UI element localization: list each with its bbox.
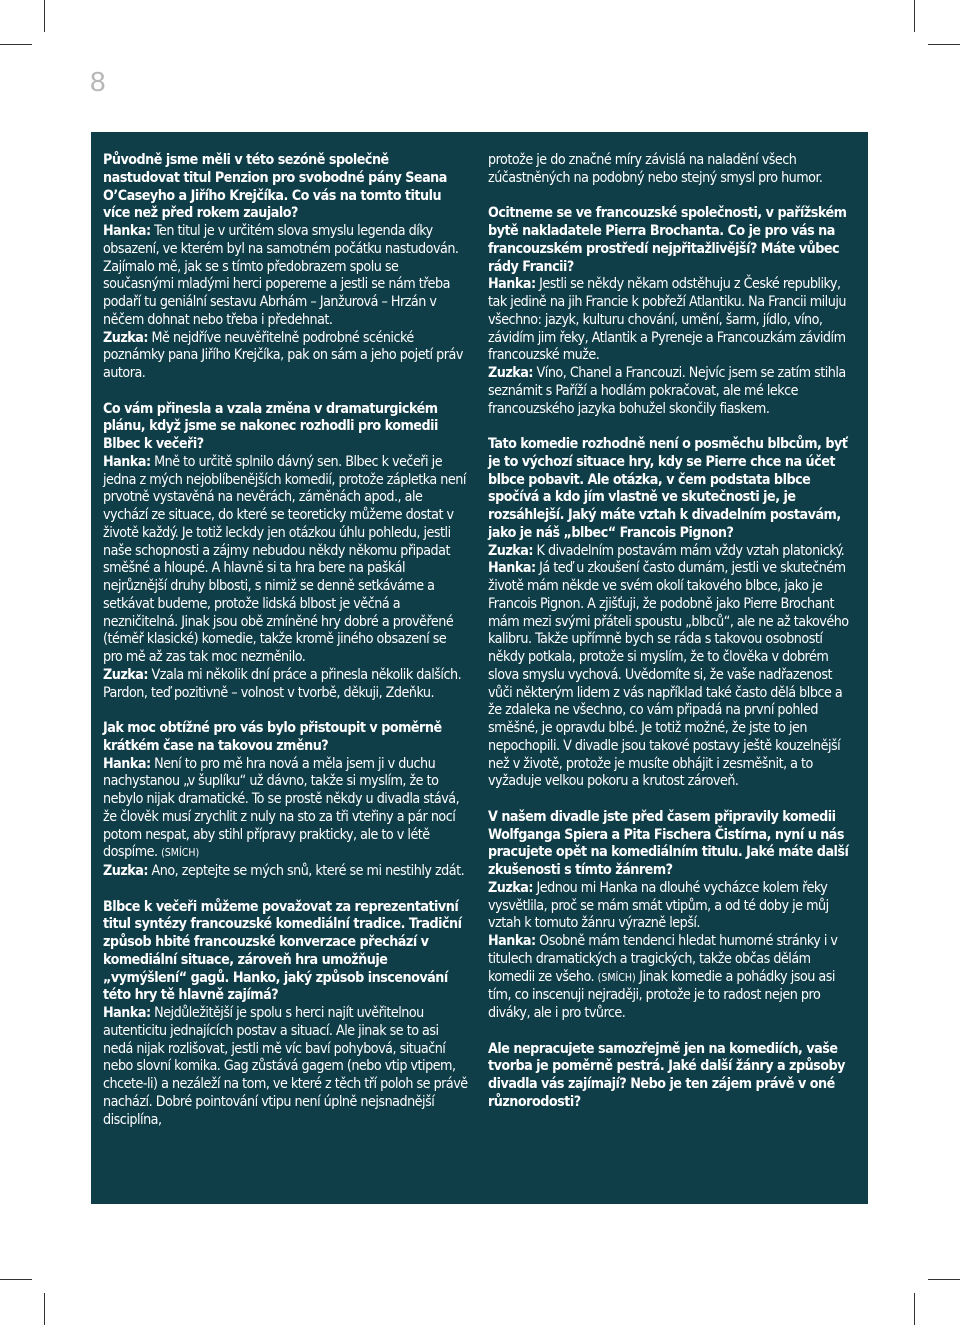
crop-mark [44,0,45,32]
speaker-label: Zuzka: [488,542,533,559]
interview-block [488,436,858,791]
question-text: Co vám přinesla a vzala změna v dramaturgickém plánu, když jsme se nakonec rozhodli pro komedii Blbec k večeři? [103,400,438,452]
crop-mark [0,1279,32,1280]
interview-block [488,809,858,1023]
answer-text: Mně to určitě splnilo dávný sen. Blbec k večeři je jedna z mých nejoblíbenějších komedií, protože zápletka není prvotně vystavěná na nevěrách, záměnách apod., ale vychází ze situace, do které se teoreticky můžeme dostat v životě každý. Je totiž leckdy jen otázkou úhlu pohledu, jestli naše schopnosti a zájmy nebudou někdy někomu připadat směšné a hloupé. A hlavně si ta hra bere na paškál nejrůznější druhy blbosti, s nimiž se denně setkáváme a setkávat budeme, protože lidská blbost je věčná a nezničitelná. Jinak jsou obě zmíněné hry dobré a prověřené (téměř klasické) komedie, takže kromě jiného obsazení se pro mě až zas tak moc nezměnilo. [103,453,466,665]
interview-block [103,720,469,881]
interview-block [488,205,858,418]
answer-text: Já teď u zkoušení často dumám, jestli ve skutečném životě mám někde ve svém okolí takového blbce, jako je Francois Pignon. A zjišťuji, že podobně jako Pierre Brochant mám mezi svými přáteli spoustu „blbců“, ale ne až takového kalibru. Takže upřímně bych se ráda s takovou osobností někdy potkala, protože si myslím, že to člověka v dobrém slova smyslu vychová. Uvědomíte si, že vaše nadřazenost vůči některým lidem z vás například také často dělá blbce a že zdaleka ne všechno, co vám připadá na první pohled směšné, je opravdu blbé. Je totiž možné, že jste to jen nepochopili. V divadle jsou takové postavy ještě kouzelnější než v životě, protože je musíte obhájit i zesměšnit, a to vyžaduje velkou pokoru a krutost zároveň. [488,560,849,790]
interview-block [103,152,469,383]
question-text: Jak moc obtížné pro vás bylo přistoupit v poměrně krátkém čase na takovou změnu? [103,720,442,754]
question-text: V našem divadle jste před časem připravily komedii Wolfganga Spiera a Pita Fischera Čistírna, nyní u nás pracujete opět na komediálním titulu. Jaké máte další zkušenosti s tímto žánrem? [488,808,849,878]
answer-text: Mě nejdříve neuvěřitelně podrobné scénické poznámky pana Jiřího Krejčíka, pak on sám a jeho pojetí práv autora. [103,329,463,381]
interview-block [488,152,858,188]
answer-text: Víno, Chanel a Francouzi. Nejvíc jsem se zatím stihla seznámit s Paříží a hodlám pokračovat, ale mé lekce francouzského jazyka bohužel skončily fiaskem. [488,365,846,417]
speaker-label: Hanka: [488,276,536,293]
crop-mark [44,1293,45,1325]
speaker-label: Hanka: [488,933,536,949]
speaker-label: Hanka: [103,1005,151,1021]
speaker-label: Zuzka: [103,863,148,879]
answer-text: Nejdůležitější je spolu s herci najít uvěřitelnou autenticitu jednajících postav a situací. Ale jinak se to asi nedá nijak rozlišovat, jestli mě víc baví pohybová, situační nebo slovní komika. Gag zůstává gagem (nebo vtip vtipem, chcete-li) a nezáleží na tom, ve které z těch tří poloh se právě nachází. Dobré pointování vtipu není úplně nejsnadnější disciplína, [103,1005,468,1128]
speaker-label: Zuzka: [103,329,148,346]
answer-text: protože je do značné míry závislá na naladění všech zúčastněných na podobný nebo stejný smysl pro humor. [488,152,823,186]
crop-mark [928,44,960,45]
page-number: 8 [90,66,106,97]
question-text: Blbce k večeři můžeme považovat za reprezentativní titul syntézy francouzské komediální tradice. Tradiční způsob hbité francouzské konverzace přechází v komediální situace, zároveň hra umožňuje „vymýšlení“ gagů. Hanko, jaký způsob inscenování této hry tě hlavně zajímá? [103,898,462,1004]
stage-note: (SMÍCH) [161,847,200,860]
right-column [488,152,858,1112]
left-column [103,152,469,1129]
speaker-label: Hanka: [488,560,536,577]
interview-panel [91,132,868,1204]
answer-text: K divadelním postavám mám vždy vztah platonický. [536,542,845,559]
answer-text: Jinak komedie a pohádky jsou asi tím, co inscenuji nejraději, protože je to radost nejen pro diváky, ale i pro tvůrce. [488,968,835,1021]
speaker-label: Zuzka: [103,666,148,683]
answer-text: Jestli se někdy někam odstěhuju z České republiky, tak jedině na jih Francie k pobřeží Atlantiku. Na Francii miluju všechno: jazyk, kulturu chování, umění, šarm, jídlo, víno, závidím jim řeky, Atlantik a Pyreneje a Francouzkám závidím francouzské muže. [488,276,846,364]
stage-note: (SMÍCH) [597,971,636,984]
speaker-label: Hanka: [103,223,151,239]
interview-block [488,1041,858,1112]
question-text: Původně jsme měli v této sezóně společně nastudovat titul Penzion pro svobodné pány Seana O’Caseyho a Jiřího Krejčíka. Co vás na tomto titulu více než před rokem zaujalo? [103,152,447,222]
speaker-label: Hanka: [103,453,151,470]
question-text: Ale nepracujete samozřejmě jen na komediích, vaše tvorba je poměrně pestrá. Jaké další žánry a způsoby divadla vás zajímají? Nebo je ten zájem právě v oné různorodosti? [488,1040,846,1110]
speaker-label: Hanka: [103,755,151,772]
interview-block [103,401,469,703]
answer-text: Vzala mi několik dní práce a přinesla několik dalších. Pardon, teď pozitivně – volnost v tvorbě, děkuji, Zdeňku. [103,666,462,701]
question-text: Tato komedie rozhodně není o posměchu blbcům, byť je to výchozí situace hry, kdy se Pierre chce na účet blbce pobavit. Ale otázka, v čem podstata blbce spočívá a kdo jím vlastně ve skutečnosti je, je rozsáhlejší. Jaký máte vztah k divadelním postavám, jako je náš „blbec“ Francois Pignon? [488,436,848,541]
speaker-label: Zuzka: [488,365,533,381]
interview-block [103,899,469,1130]
answer-text: Osobně mám tendenci hledat humorné stránky i v titulech dramatických a tragických, takže občas dělám komedii ze všeho. [488,933,838,985]
answer-text: Ano, zeptejte se mých snů, které se mi nestihly zdát. [151,863,465,879]
answer-text: Jednou mi Hanka na dlouhé vycházce kolem řeky vysvětlila, proč se mám smát vtipům, a od té doby je můj vztah k tomuto žánru výrazně lepší. [488,879,829,932]
crop-mark [928,1279,960,1280]
answer-text: Není to pro mě hra nová a měla jsem ji v duchu nachystanou „v šuplíku“ už dávno, takže si myslím, že to nebylo nijak dramatické. To se prostě někdy u divadla stává, že člověk musí zrychlit z nuly na sto za tři vteřiny a pár nocí potom nespat, aby stihl přípravy prakticky, ale to v létě dospíme. [103,755,460,861]
question-text: Ocitneme se ve francouzské společnosti, v pařížském bytě nakladatele Pierra Brochanta. Co je pro vás na francouzském prostředí nejpřitažlivější? Máte vůbec rády Francii? [488,205,847,275]
crop-mark [0,44,32,45]
speaker-label: Zuzka: [488,879,533,896]
crop-mark [914,0,915,32]
crop-mark [914,1293,915,1325]
answer-text: Ten titul je v určitém slova smyslu legenda díky obsazení, ve kterém byl na samotném počátku nastudován. Zajímalo mě, jak se s tímto předobrazem spolu se současnými mladými herci popereme a jestli se nám třeba podaří tu geniální sestavu Abrhám – Janžurová – Hrzán v něčem dohnat nebo třeba i předehnat. [103,223,459,328]
